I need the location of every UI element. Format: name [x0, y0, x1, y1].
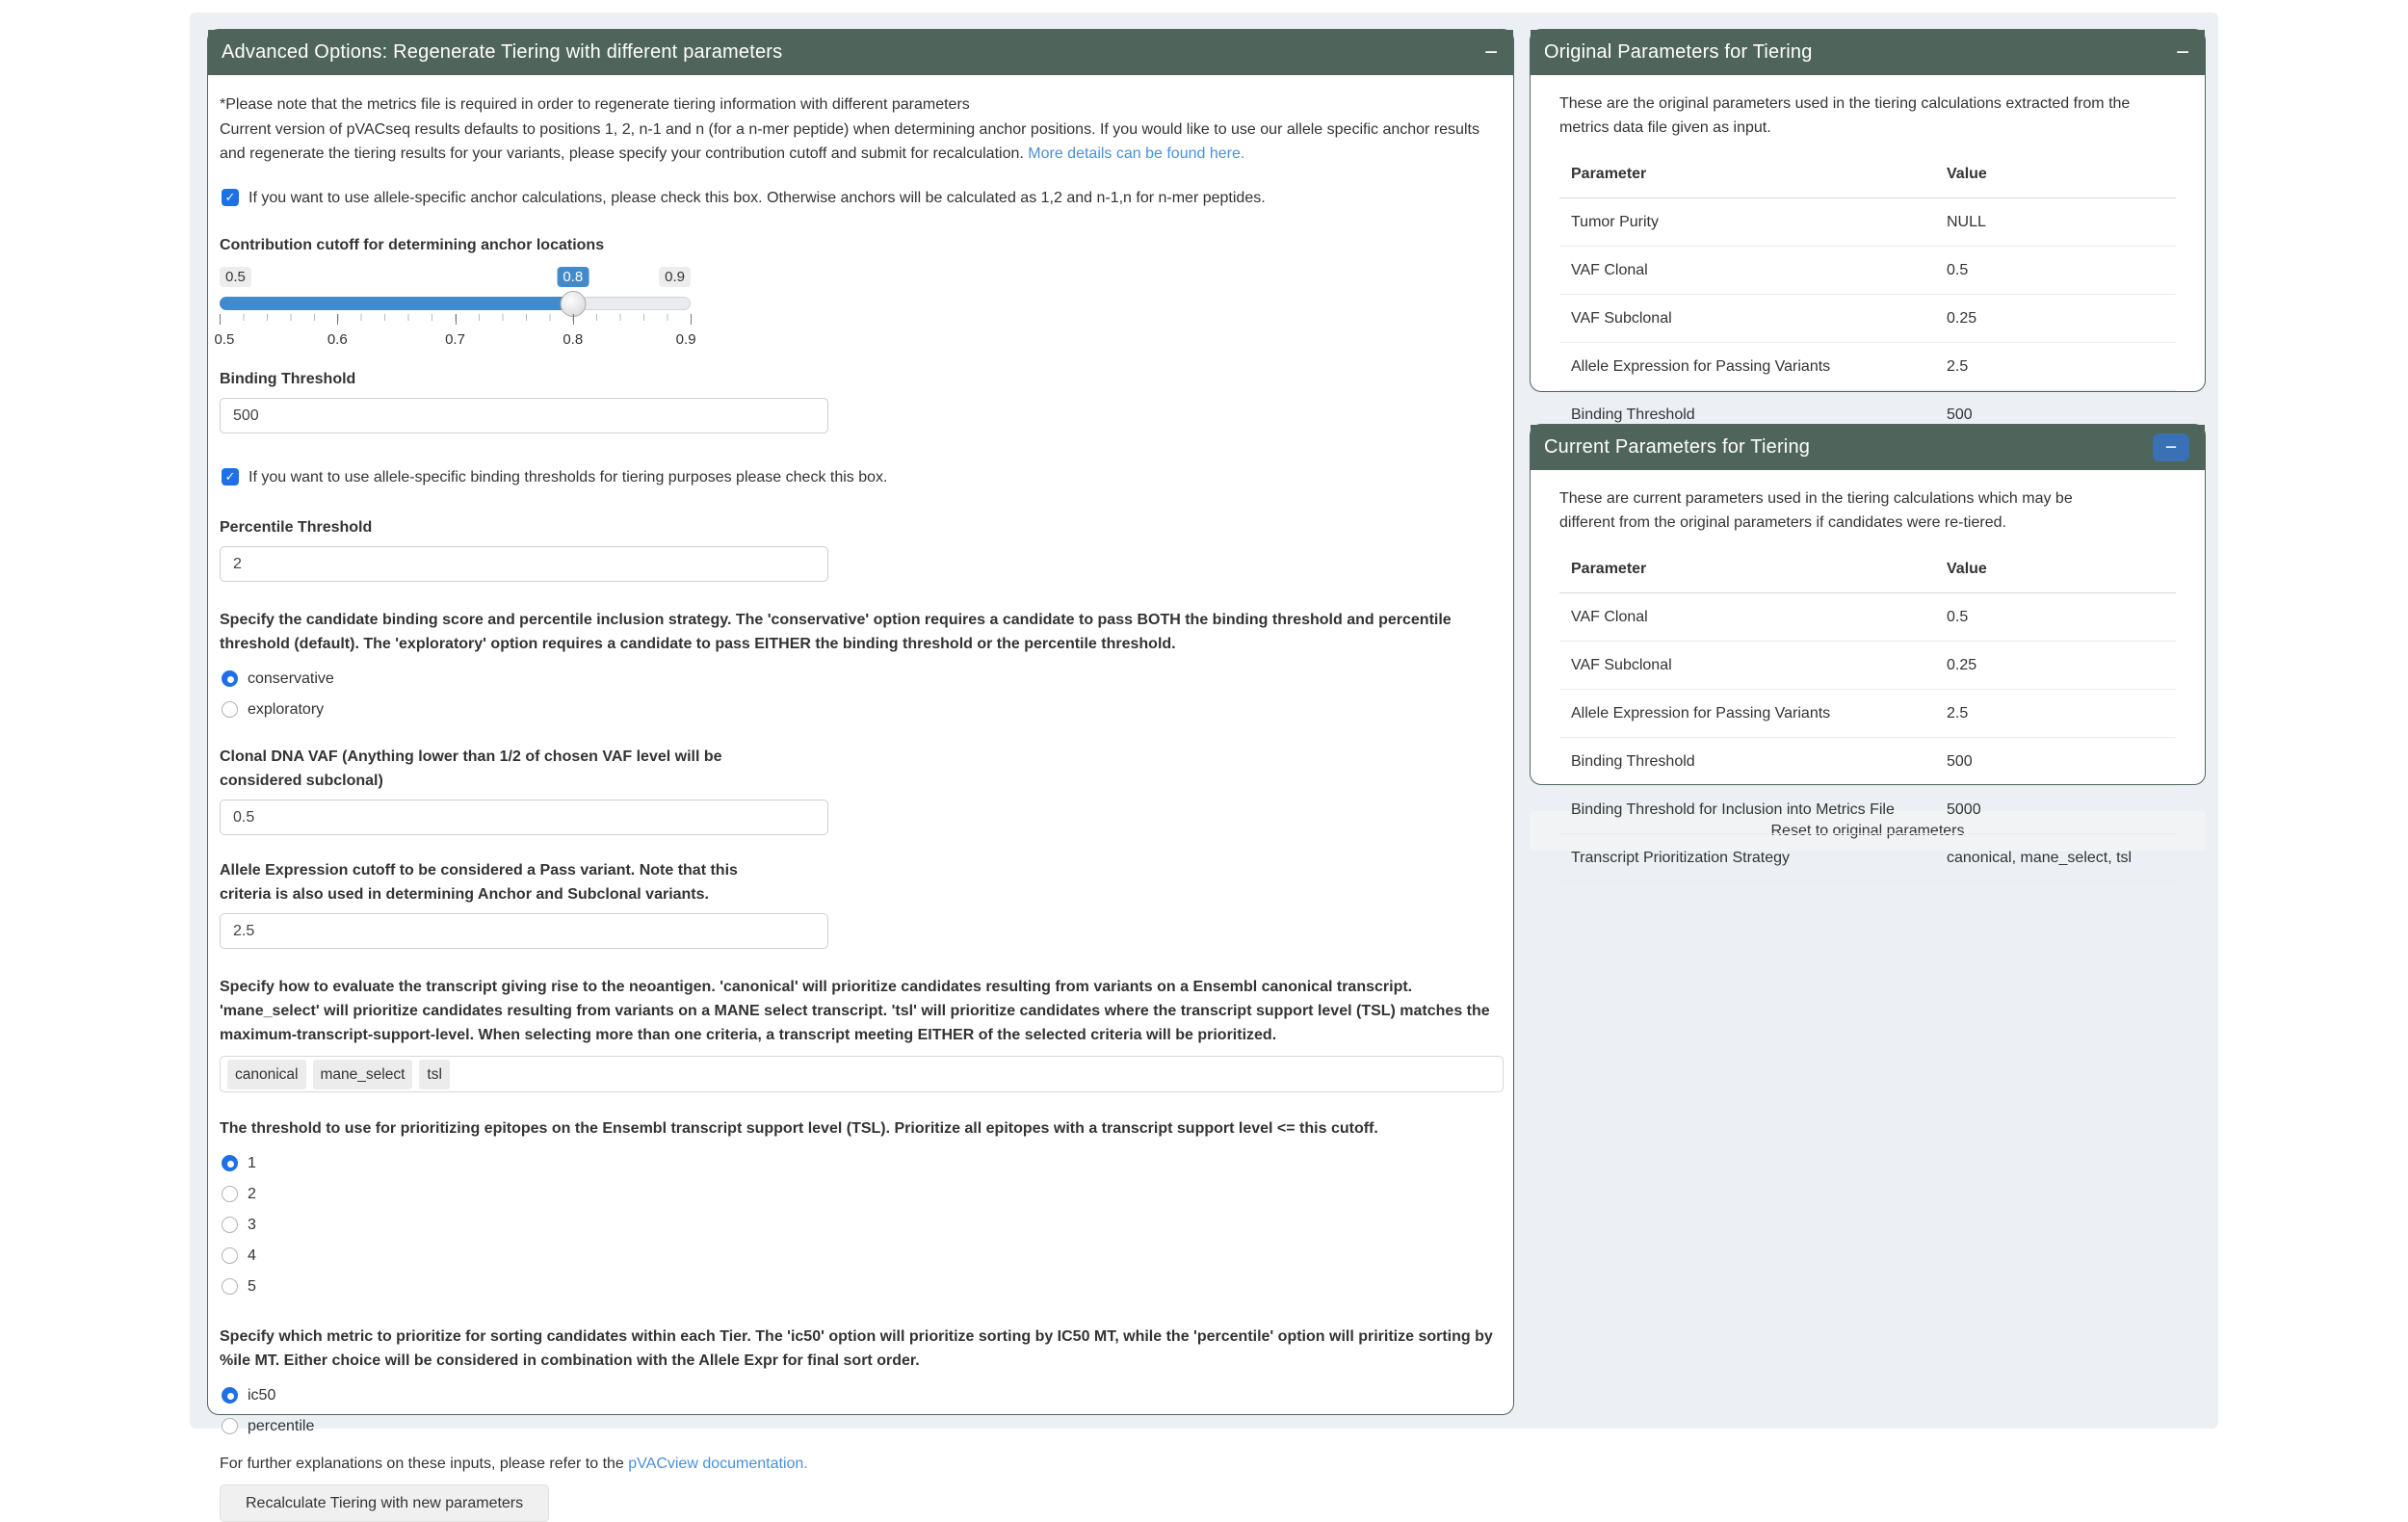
- transcript-tag: tsl: [419, 1060, 450, 1089]
- param-value: 2.5: [1935, 343, 2176, 391]
- param-name: VAF Clonal: [1559, 593, 1935, 642]
- tsl-4-radio[interactable]: [222, 1247, 238, 1264]
- param-value: NULL: [1935, 198, 2176, 247]
- app-background: [190, 13, 2218, 1511]
- ic50-radio[interactable]: [222, 1387, 238, 1404]
- percentile-threshold-input[interactable]: [220, 546, 828, 582]
- allele-expr-input[interactable]: [220, 913, 828, 949]
- recalculate-tiering-button[interactable]: Recalculate Tiering with new parameters: [220, 1484, 549, 1522]
- param-name: Transcript Prioritization Strategy: [1559, 834, 1935, 882]
- column-header-value: Value: [1935, 154, 2176, 198]
- slider-tick-label: 0.6: [327, 331, 348, 348]
- radio-row-tsl-2: [220, 1181, 1502, 1206]
- percentile-radio[interactable]: [222, 1418, 238, 1434]
- note-line2: [220, 118, 1502, 166]
- slider-tick-label: 0.5: [214, 331, 235, 348]
- advanced-options-body: [208, 75, 1513, 1522]
- slider-grid: [214, 314, 696, 348]
- allele-binding-checkbox-label: If you want to use allele-specific binding thresholds for tiering purposes please check this box.: [249, 469, 888, 485]
- param-name: VAF Clonal: [1559, 247, 1935, 295]
- slider-major-tick: [691, 314, 692, 325]
- slider-value-badge: 0.8: [557, 267, 589, 287]
- anchor-calc-checkbox[interactable]: ✓: [222, 189, 239, 206]
- transcript-tags-input[interactable]: [220, 1056, 1504, 1092]
- note-line2-text: Current version of pVACseq results defaults to positions 1, 2, n-1 and n (for a n-mer peptide) when determining anchor positions. If you would like to use our allele specific anchor results and regenerate the tiering results for your variants, please specify your contribution cutoff and submit for recalculation.: [220, 121, 1479, 162]
- table-row: [1559, 834, 2176, 882]
- original-parameters-header: [1531, 30, 2205, 75]
- tsl-2-radio[interactable]: [222, 1186, 238, 1202]
- slider-major-tick: [456, 314, 457, 325]
- radio-row-tsl-4: [220, 1243, 1502, 1268]
- transcript-tag: mane_select: [313, 1060, 413, 1089]
- radio-row-tsl-5: [220, 1273, 1502, 1299]
- allele-binding-checkbox[interactable]: ✓: [222, 468, 239, 485]
- collapse-minus-icon[interactable]: −: [2175, 39, 2189, 66]
- slider-tick-label: 0.9: [675, 331, 696, 348]
- slider-handle[interactable]: [560, 291, 586, 317]
- column-header-value: Value: [1935, 549, 2176, 593]
- current-parameters-table: [1559, 549, 2176, 882]
- strategy-description: Specify the candidate binding score and percentile inclusion strategy. The 'conservative' option requires a candidate to pass BOTH the binding threshold and percentile threshold (default). The 'exploratory' option requires a candidate to pass EITHER the binding threshold or the percentile threshold.: [220, 612, 1452, 652]
- tsl-4-radio-label: 4: [248, 1246, 256, 1264]
- radio-row-percentile: [220, 1413, 1502, 1438]
- table-row: [1559, 247, 2176, 295]
- collapse-minus-icon[interactable]: −: [1483, 39, 1498, 66]
- exploratory-radio-label: exploratory: [248, 700, 325, 718]
- param-value: 2.5: [1935, 690, 2176, 738]
- current-parameters-description: These are current parameters used in the tiering calculations which may be different from the original parameters if candidates were re-tiered.: [1559, 490, 2073, 531]
- slider-min-badge: 0.5: [220, 267, 251, 287]
- param-name: Tumor Purity: [1559, 198, 1935, 247]
- original-parameters-scroll-area[interactable]: [1531, 75, 2205, 423]
- param-value: 5000: [1935, 786, 2176, 834]
- clonal-vaf-input[interactable]: [220, 800, 828, 835]
- right-column: [1530, 29, 2206, 866]
- contribution-cutoff-label: Contribution cutoff for determining anchor locations: [220, 237, 605, 253]
- current-parameters-header: [1531, 425, 2205, 470]
- column-header-parameter: Parameter: [1559, 549, 1935, 593]
- param-value: 0.5: [1935, 593, 2176, 642]
- radio-row-tsl-1: [220, 1150, 1502, 1175]
- radio-row-tsl-3: [220, 1212, 1502, 1237]
- conservative-radio-label: conservative: [248, 669, 334, 687]
- slider-major-tick: [573, 314, 574, 325]
- binding-threshold-input[interactable]: [220, 398, 828, 433]
- tsl-2-radio-label: 2: [248, 1185, 256, 1202]
- slider-tick-label: 0.8: [563, 331, 584, 348]
- original-parameters-title: Original Parameters for Tiering: [1544, 41, 1813, 63]
- advanced-options-panel: [207, 29, 1514, 1511]
- ic50-radio-label: ic50: [248, 1386, 276, 1404]
- allele-expr-label: Allele Expression cutoff to be considered a Pass variant. Note that this criteria is also used in determining Anchor and Subclonal variants.: [220, 862, 738, 903]
- transcript-description: Specify how to evaluate the transcript giving rise to the neoantigen. 'canonical' will prioritize candidates resulting from variants on a Ensembl canonical transcript. 'mane_select' will prioritize candidates resulting from variants on a MANE select transcript. 'tsl' will prioritize candidates where the transcript support level (TSL) matches the maximum-transcript-support-level. When selecting more than one criteria, a transcript meeting EITHER of the selected criteria will be prioritized.: [220, 979, 1490, 1043]
- clonal-vaf-label: Clonal DNA VAF (Anything lower than 1/2 of chosen VAF level will be considered subclonal): [220, 748, 722, 789]
- transcript-tag: canonical: [227, 1060, 306, 1089]
- table-row: [1559, 593, 2176, 642]
- param-name: VAF Subclonal: [1559, 642, 1935, 690]
- sort-description: Specify which metric to prioritize for sorting candidates within each Tier. The 'ic50' option will prioritize sorting by IC50 MT, while the 'percentile' option will priritize sorting by %ile MT. Either choice will be considered in combination with the Allele Expr for final sort order.: [220, 1328, 1493, 1369]
- param-value: 0.5: [1935, 247, 2176, 295]
- tsl-3-radio-label: 3: [248, 1216, 256, 1233]
- advanced-options-header: [208, 30, 1513, 75]
- param-value: 0.25: [1935, 295, 2176, 343]
- table-row: [1559, 786, 2176, 834]
- contribution-cutoff-slider: [214, 261, 696, 348]
- slider-tick-label: 0.7: [445, 331, 465, 348]
- slider-major-tick: [337, 314, 338, 325]
- table-row: [1559, 642, 2176, 690]
- radio-row-conservative: [220, 666, 1502, 691]
- param-name: VAF Subclonal: [1559, 295, 1935, 343]
- table-row: [1559, 690, 2176, 738]
- column-header-parameter: Parameter: [1559, 154, 1935, 198]
- radio-row-ic50: [220, 1382, 1502, 1407]
- collapse-minus-icon[interactable]: −: [2153, 433, 2189, 461]
- table-row: [1559, 198, 2176, 247]
- more-details-link[interactable]: More details can be found here.: [1028, 145, 1245, 162]
- anchor-calc-checkbox-label: If you want to use allele-specific anchor calculations, please check this box. Otherwise anchors will be calculated as 1,2 and n-1,n for n-mer peptides.: [249, 190, 1266, 206]
- footer-note-text: For further explanations on these inputs, please refer to the: [220, 1456, 624, 1472]
- advanced-options-title: Advanced Options: Regenerate Tiering with different parameters: [222, 41, 783, 63]
- anchor-calc-checkbox-row: [220, 186, 1502, 210]
- param-value: 0.25: [1935, 642, 2176, 690]
- slider-major-tick: [220, 314, 221, 325]
- param-name: Allele Expression for Passing Variants: [1559, 690, 1935, 738]
- param-name: Binding Threshold: [1559, 391, 1935, 439]
- tsl-3-radio[interactable]: [222, 1217, 238, 1233]
- note-line1: *Please note that the metrics file is required in order to regenerate tiering information with different parameters: [220, 96, 970, 113]
- exploratory-radio[interactable]: [222, 701, 238, 718]
- sort-radio-group: [220, 1382, 1502, 1438]
- current-parameters-title: Current Parameters for Tiering: [1544, 436, 1811, 458]
- param-value: 500: [1935, 391, 2176, 439]
- percentile-threshold-label: Percentile Threshold: [220, 519, 373, 536]
- binding-threshold-label: Binding Threshold: [220, 371, 356, 387]
- original-parameters-panel: [1530, 29, 2206, 423]
- allele-binding-checkbox-row: [220, 465, 1502, 489]
- tsl-5-radio-label: 5: [248, 1277, 256, 1295]
- tsl-5-radio[interactable]: [222, 1278, 238, 1295]
- slider-max-badge: 0.9: [659, 267, 691, 287]
- tsl-description: The threshold to use for prioritizing epitopes on the Ensembl transcript support level (TSL). Prioritize all epitopes with a transcript support level <= this cutoff.: [220, 1120, 1378, 1137]
- tsl-1-radio[interactable]: [222, 1155, 238, 1171]
- param-name: Allele Expression for Passing Variants: [1559, 343, 1935, 391]
- slider-fill: [220, 297, 573, 310]
- footer-note: [220, 1452, 1502, 1476]
- percentile-radio-label: percentile: [248, 1417, 315, 1434]
- param-name: Binding Threshold: [1559, 738, 1935, 786]
- param-value: canonical, mane_select, tsl: [1935, 834, 2176, 882]
- table-row: [1559, 295, 2176, 343]
- original-parameters-description: These are the original parameters used in the tiering calculations extracted from the metrics data file given as input.: [1559, 95, 2131, 136]
- reset-to-original-button[interactable]: Reset to original parameters: [1530, 811, 2206, 851]
- tsl-1-radio-label: 1: [248, 1154, 256, 1171]
- table-row: [1559, 738, 2176, 786]
- conservative-radio[interactable]: [222, 670, 238, 687]
- pvacview-docs-link[interactable]: pVACview documentation.: [628, 1456, 808, 1472]
- tsl-radio-group: [220, 1150, 1502, 1299]
- param-value: 500: [1935, 738, 2176, 786]
- radio-row-exploratory: [220, 696, 1502, 722]
- table-row: [1559, 343, 2176, 391]
- strategy-radio-group: [220, 666, 1502, 722]
- param-name: Binding Threshold for Inclusion into Metrics File: [1559, 786, 1935, 834]
